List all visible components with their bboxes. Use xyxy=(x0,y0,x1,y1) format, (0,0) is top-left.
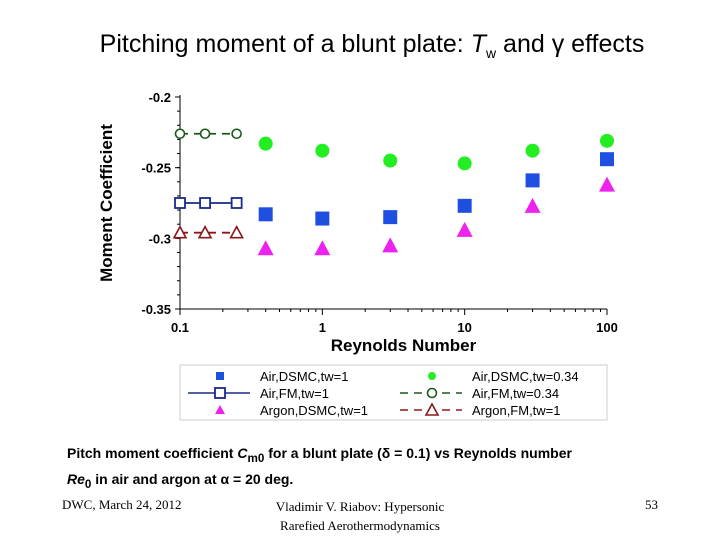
title-text-end: and γ effects xyxy=(496,30,645,58)
legend-marker-air-dsmc-tw-0-34 xyxy=(428,372,436,380)
x-axis-label: Reynolds Number xyxy=(330,336,477,355)
y-tick-label: -0.2 xyxy=(148,90,171,105)
x-tick-label: 10 xyxy=(457,320,472,335)
data-point-air-dsmc-tw-1 xyxy=(458,199,472,213)
x-tick-label: 1 xyxy=(318,320,326,335)
data-point-air-fm-tw-1 xyxy=(175,198,185,208)
data-point-air-dsmc-tw-1 xyxy=(600,152,614,166)
y-tick-label: -0.25 xyxy=(141,160,171,176)
legend-marker-air-dsmc-tw-1 xyxy=(216,372,224,380)
data-point-air-dsmc-tw-1 xyxy=(526,173,540,187)
y-tick-label: -0.3 xyxy=(148,231,171,247)
caption-text-3: in air and argon at α = 20 deg. xyxy=(91,470,294,487)
y-tick-label: -0.35 xyxy=(141,302,171,317)
figure-caption xyxy=(67,443,687,495)
data-point-argon-dsmc-tw-1 xyxy=(258,240,274,255)
footer-date: DWC, March 24, 2012 xyxy=(62,497,182,512)
data-point-air-dsmc-tw-0-34 xyxy=(600,134,614,148)
data-point-argon-dsmc-tw-1 xyxy=(314,240,330,255)
data-point-air-fm-tw-0-34 xyxy=(232,129,241,138)
title-text: Pitching moment of a blunt plate: xyxy=(99,30,471,58)
data-point-argon-dsmc-tw-1 xyxy=(599,177,615,192)
caption-text: Pitch moment coefficient xyxy=(67,445,238,461)
data-point-argon-fm-tw-1 xyxy=(231,227,243,238)
footer-page-number: 53 xyxy=(645,497,658,512)
legend-label-air-fm-tw-0-34: Air,FM,tw=0.34 xyxy=(472,386,560,401)
data-point-argon-dsmc-tw-1 xyxy=(382,237,398,252)
title-symbol-t: T xyxy=(470,30,486,58)
data-point-air-fm-tw-1 xyxy=(232,198,242,208)
title-subscript-w: w xyxy=(485,45,497,61)
legend-label-argon-fm-tw-1: Argon,FM,tw=1 xyxy=(472,403,561,418)
data-point-air-dsmc-tw-1 xyxy=(315,212,329,226)
footer-author xyxy=(260,497,460,535)
data-point-air-dsmc-tw-0-34 xyxy=(458,156,472,170)
data-point-air-dsmc-tw-0-34 xyxy=(526,144,540,158)
data-point-air-fm-tw-0-34 xyxy=(176,129,185,138)
footer-author-line2: Rarefied Aerothermodynamics xyxy=(280,518,440,533)
data-point-air-dsmc-tw-0-34 xyxy=(383,154,397,168)
data-point-argon-dsmc-tw-1 xyxy=(525,198,541,213)
legend-label-argon-dsmc-tw-1: Argon,DSMC,tw=1 xyxy=(260,403,369,418)
legend-marker-air-fm-tw-1 xyxy=(215,388,225,398)
data-point-air-dsmc-tw-0-34 xyxy=(259,137,273,151)
caption-subscript: m0 xyxy=(247,451,265,465)
legend-label-air-dsmc-tw-1: Air,DSMC,tw=1 xyxy=(260,369,349,384)
data-point-air-fm-tw-0-34 xyxy=(201,129,210,138)
footer-author-line1: Vladimir V. Riabov: Hypersonic xyxy=(275,499,445,514)
y-axis-label: Moment Coefficient xyxy=(97,124,116,282)
caption-text-2: for a blunt plate (δ = 0.1) vs Reynolds number xyxy=(264,445,572,461)
legend-label-air-fm-tw-1: Air,FM,tw=1 xyxy=(260,386,329,401)
legend-marker-air-fm-tw-0-34 xyxy=(428,389,437,398)
x-tick-label: 100 xyxy=(596,320,618,335)
x-tick-label: 0.1 xyxy=(170,320,190,335)
caption-re-subscript: 0 xyxy=(84,477,92,491)
data-point-air-fm-tw-1 xyxy=(200,198,210,208)
data-point-air-dsmc-tw-1 xyxy=(259,207,273,221)
data-point-argon-dsmc-tw-1 xyxy=(457,222,473,237)
data-point-air-dsmc-tw-0-34 xyxy=(315,144,329,158)
caption-symbol-re: Re xyxy=(67,470,85,487)
data-point-air-dsmc-tw-1 xyxy=(383,210,397,224)
legend-label-air-dsmc-tw-0-34: Air,DSMC,tw=0.34 xyxy=(472,369,579,384)
caption-symbol-c: C xyxy=(237,445,248,461)
